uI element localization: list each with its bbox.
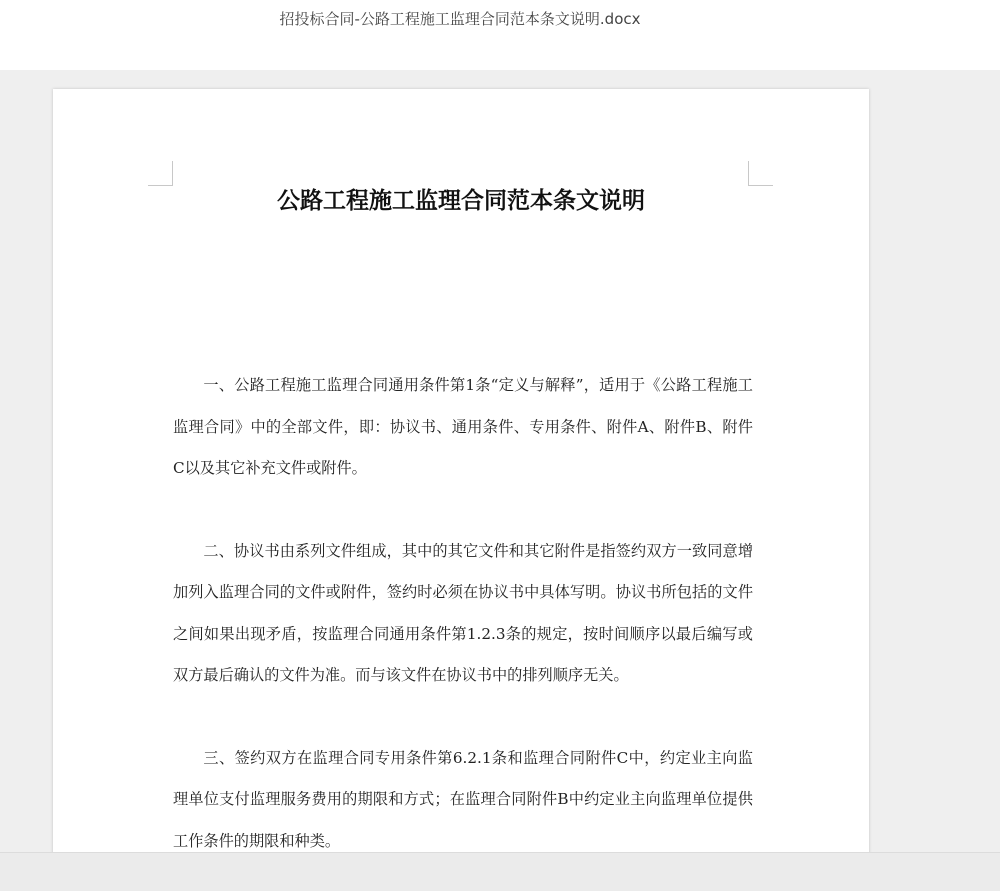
bottom-bar <box>0 852 1000 891</box>
document-page <box>53 89 869 852</box>
document-body <box>173 365 753 852</box>
margin-corner-top-right <box>748 161 773 186</box>
document-viewer[interactable] <box>0 70 1000 852</box>
paragraph-1: 一、公路工程施工监理合同通用条件第1条“定义与解释”，适用于《公路工程施工监理合同》中的全部文件，即：协议书、通用条件、专用条件、附件A、附件B、附件C以及其它补充文件或附件。 <box>173 376 753 477</box>
title-bar <box>0 0 1000 70</box>
paragraph-3: 三、签约双方在监理合同专用条件第6.2.1条和监理合同附件C中，约定业主向监理单位支付监理服务费用的期限和方式；在监理合同附件B中约定业主向监理单位提供工作条件的期限和种类。 <box>173 748 753 850</box>
document-file-name: 招投标合同-公路工程施工监理合同范本条文说明.docx <box>279 10 641 28</box>
document-heading: 公路工程施工监理合同范本条文说明 <box>277 188 645 214</box>
paragraph-2: 二、协议书由系列文件组成，其中的其它文件和其它附件是指签约双方一致同意增加列入监理合同的文件或附件，签约时必须在协议书中具体写明。协议书所包括的文件之间如果出现矛盾，按监理合同通用条件第1.2.3条的规定，按时间顺序以最后编写或双方最后确认的文件为准。而与该文件在协议书中的排列顺序无关。 <box>173 541 753 684</box>
margin-corner-top-left <box>148 161 173 186</box>
